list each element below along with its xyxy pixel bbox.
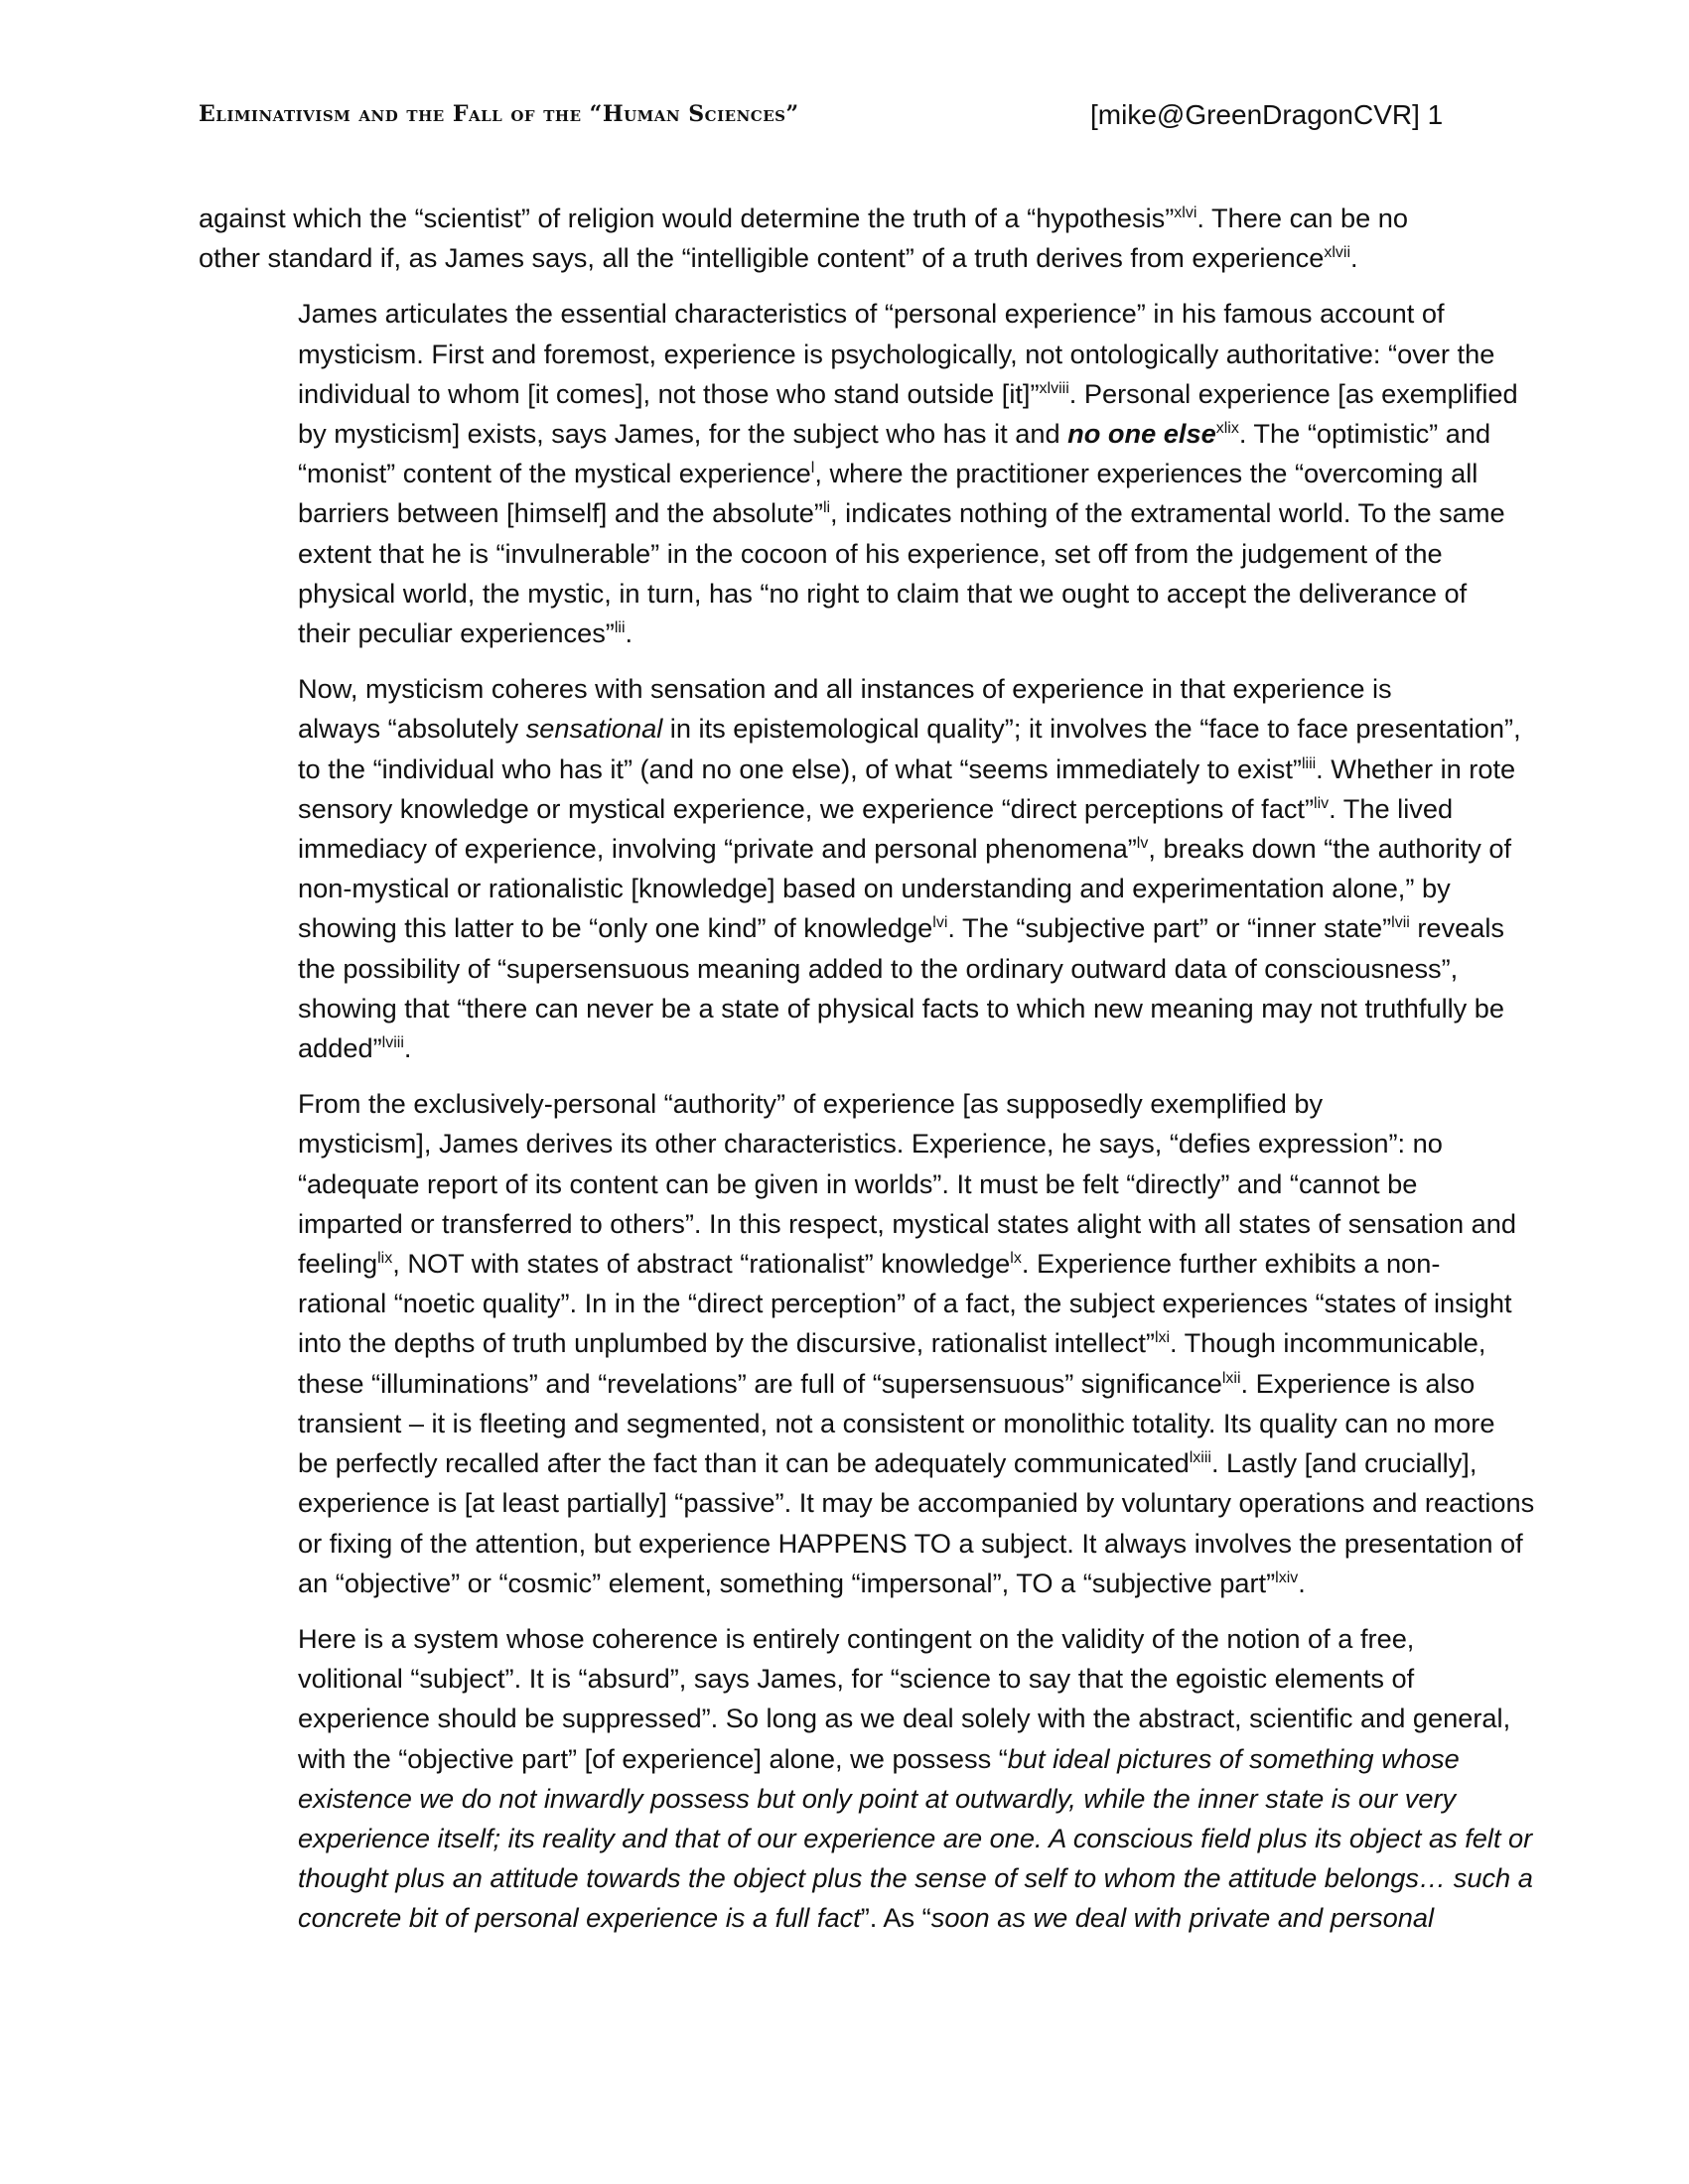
text-line: concrete bit of personal experience is a full fact”. As “soon as we deal with private and personal [298,1902,1435,1934]
text-line: be perfectly recalled after the fact than it can be adequately communicated$^{lxiii}$. Lastly [and crucially], [298,1447,1478,1479]
text-line: the possibility of “supersensuous meaning added to the ordinary outward data of consciousness”, [298,952,1459,984]
text-line: “adequate report of its content can be given in worlds”. It must be felt “directly” and “cannot be [298,1167,1418,1199]
text-line: these “illuminations” and “revelations” are full of “supersensuous” significance$^{lxii}$. Experience is also [298,1367,1476,1399]
text-line: experience should be suppressed”. So long as we deal solely with the abstract, scientific and general, [298,1703,1511,1734]
text-line: Here is a system whose coherence is entirely contingent on the validity of the notion of a free, [298,1622,1415,1654]
text-line: From the exclusively-personal “authority” of experience [as supposedly exemplified by [298,1088,1324,1120]
text-line: Now, mysticism coheres with sensation and all instances of experience in that experience is [298,673,1392,705]
text-line: feeling$^{lix}$, NOT with states of abstract “rationalist” knowledge$^{lx}$. Experience further exhibits a non- [298,1248,1441,1280]
endnote-ref[interactable]: l [810,460,815,478]
text-line: experience itself; its reality and that of our experience are one. A conscious field plus its object as felt or [298,1822,1533,1853]
text-line: rational “noetic quality”. In in the “direct perception” of a fact, the subject experiences “states of insight [298,1288,1512,1319]
text-line: individual to whom [it comes], not those who stand outside [it]”$^{xlviii}$. Personal experience [as exemplified [298,377,1518,409]
endnote-ref[interactable]: li [822,499,831,517]
text-line: transient – it is fleeting and segmented, not a consistent or monolithic totality. Its quality can no more [298,1407,1495,1438]
endnote-ref[interactable]: lxii [1221,1369,1241,1387]
text-line: other standard if, as James says, all the “intelligible content” of a truth derives from experience$^{xlvii}$. [199,242,1358,274]
text-line: sensory knowledge or mystical experience, we experience “direct perceptions of fact”$^{liv}$. The lived [298,792,1454,824]
text-line: with the “objective part” [of experience] alone, we possess “but ideal pictures of something whose [298,1742,1460,1774]
endnote-ref[interactable]: xlviii [1039,379,1069,397]
text-line: into the depths of truth unplumbed by the discursive, rationalist intellect”$^{lxi}$. Though incommunicable, [298,1327,1486,1359]
text-line: mysticism. First and foremost, experience is psychologically, not ontologically authoritative: “over the [298,338,1495,369]
quoted-italic-text: but ideal pictures of something whose [1007,1742,1460,1774]
text-line: or fixing of the attention, but experience HAPPENS TO a subject. It always involves the presentation of [298,1527,1523,1559]
endnote-ref[interactable]: xlvi [1174,205,1197,221]
text-line: their peculiar experiences”$^{lii}$. [298,617,633,649]
text-line: existence we do not inwardly possess but only point at outwardly, while the inner state is our very [298,1782,1457,1814]
paragraph-2 [199,294,1518,653]
running-header-author-page: [mike@GreenDragonCVR] 1 [1090,99,1444,130]
text-line: experience is [at least partially] “passive”. It may be accompanied by voluntary operations and reactions [298,1487,1535,1519]
text-line: to the “individual who has it” (and no one else), of what “seems immediately to exist”$^{liii}$. Whether in rote [298,752,1516,784]
endnote-ref[interactable]: liv [1314,794,1330,812]
text-line: showing this latter to be “only one kind” of knowledge$^{lvi}$. The “subjective part” or “inner state”$^{lvii}$ reveals [298,912,1505,944]
text-line: against which the “scientist” of religion would determine the truth of a “hypothesis”$^{xlvi}$. There can be no [199,203,1409,233]
paragraph-3 [199,669,1521,1068]
running-header-title: Eliminativism and the Fall of the “Human Sciences” [199,101,799,127]
endnote-ref[interactable]: lvi [932,914,948,932]
text-line: non-mystical or rationalistic [knowledge] based on understanding and experimentation alone,” by [298,873,1451,904]
endnote-ref[interactable]: xlix [1215,420,1239,438]
endnote-ref[interactable]: lx [1010,1250,1022,1268]
text-line: showing that “there can never be a state of physical facts to which new meaning may not truthfully be [298,992,1505,1024]
text-line: extent that he is “invulnerable” in the cocoon of his experience, set off from the judgement of the [298,537,1443,569]
paragraph-4 [199,1084,1535,1603]
endnote-ref[interactable]: liii [1301,754,1317,772]
paragraph-5 [199,1619,1533,1939]
text-line: by mysticism] exists, says James, for the subject who has it and no one else$^{xlix}$. The “optimistic” and [298,418,1491,450]
text-line: James articulates the essential characteristics of “personal experience” in his famous account of [298,298,1445,330]
endnote-ref[interactable]: lv [1136,835,1149,853]
endnote-ref[interactable]: lix [377,1250,393,1268]
body-text [199,199,1535,1955]
text-line: added”$^{lviii}$. [298,1032,412,1064]
endnote-ref[interactable]: lxiii [1189,1449,1211,1467]
endnote-ref[interactable]: lvii [1391,914,1410,932]
paragraph-1 [199,199,1489,278]
endnote-ref[interactable]: xlvii [1324,244,1351,262]
text-line: physical world, the mystic, in turn, has “no right to claim that we ought to accept the deliverance of [298,577,1468,609]
text-line: volitional “subject”. It is “absurd”, says James, for “science to say that the egoistic elements of [298,1663,1415,1695]
emphasis-text: no one else [1067,418,1216,450]
text-line: mysticism], James derives its other characteristics. Experience, he says, “defies expression”: no [298,1128,1443,1160]
endnote-ref[interactable]: lxiv [1275,1569,1299,1586]
text-line: always “absolutely sensational in its epistemological quality”; it involves the “face to face presentation”, [298,713,1521,745]
text-line: immediacy of experience, involving “private and personal phenomena”$^{lv}$, breaks down “the authority of [298,833,1512,865]
text-line: an “objective” or “cosmic” element, something “impersonal”, TO a “subjective part”$^{lxiv}$. [298,1567,1306,1598]
endnote-ref[interactable]: lii [614,619,626,637]
text-line: “monist” content of the mystical experience$^l$, where the practitioner experiences the “overcoming all [298,458,1478,489]
text-line: thought plus an attitude towards the object plus the sense of self to whom the attitude belongs… such a [298,1862,1533,1894]
text-line: barriers between [himself] and the absolute”$^{li}$, indicates nothing of the extramental world. To the same [298,497,1505,529]
endnote-ref[interactable]: lviii [381,1034,404,1052]
endnote-ref[interactable]: lxi [1154,1329,1171,1347]
text-line: imparted or transferred to others”. In this respect, mystical states alight with all states of sensation and [298,1207,1517,1239]
